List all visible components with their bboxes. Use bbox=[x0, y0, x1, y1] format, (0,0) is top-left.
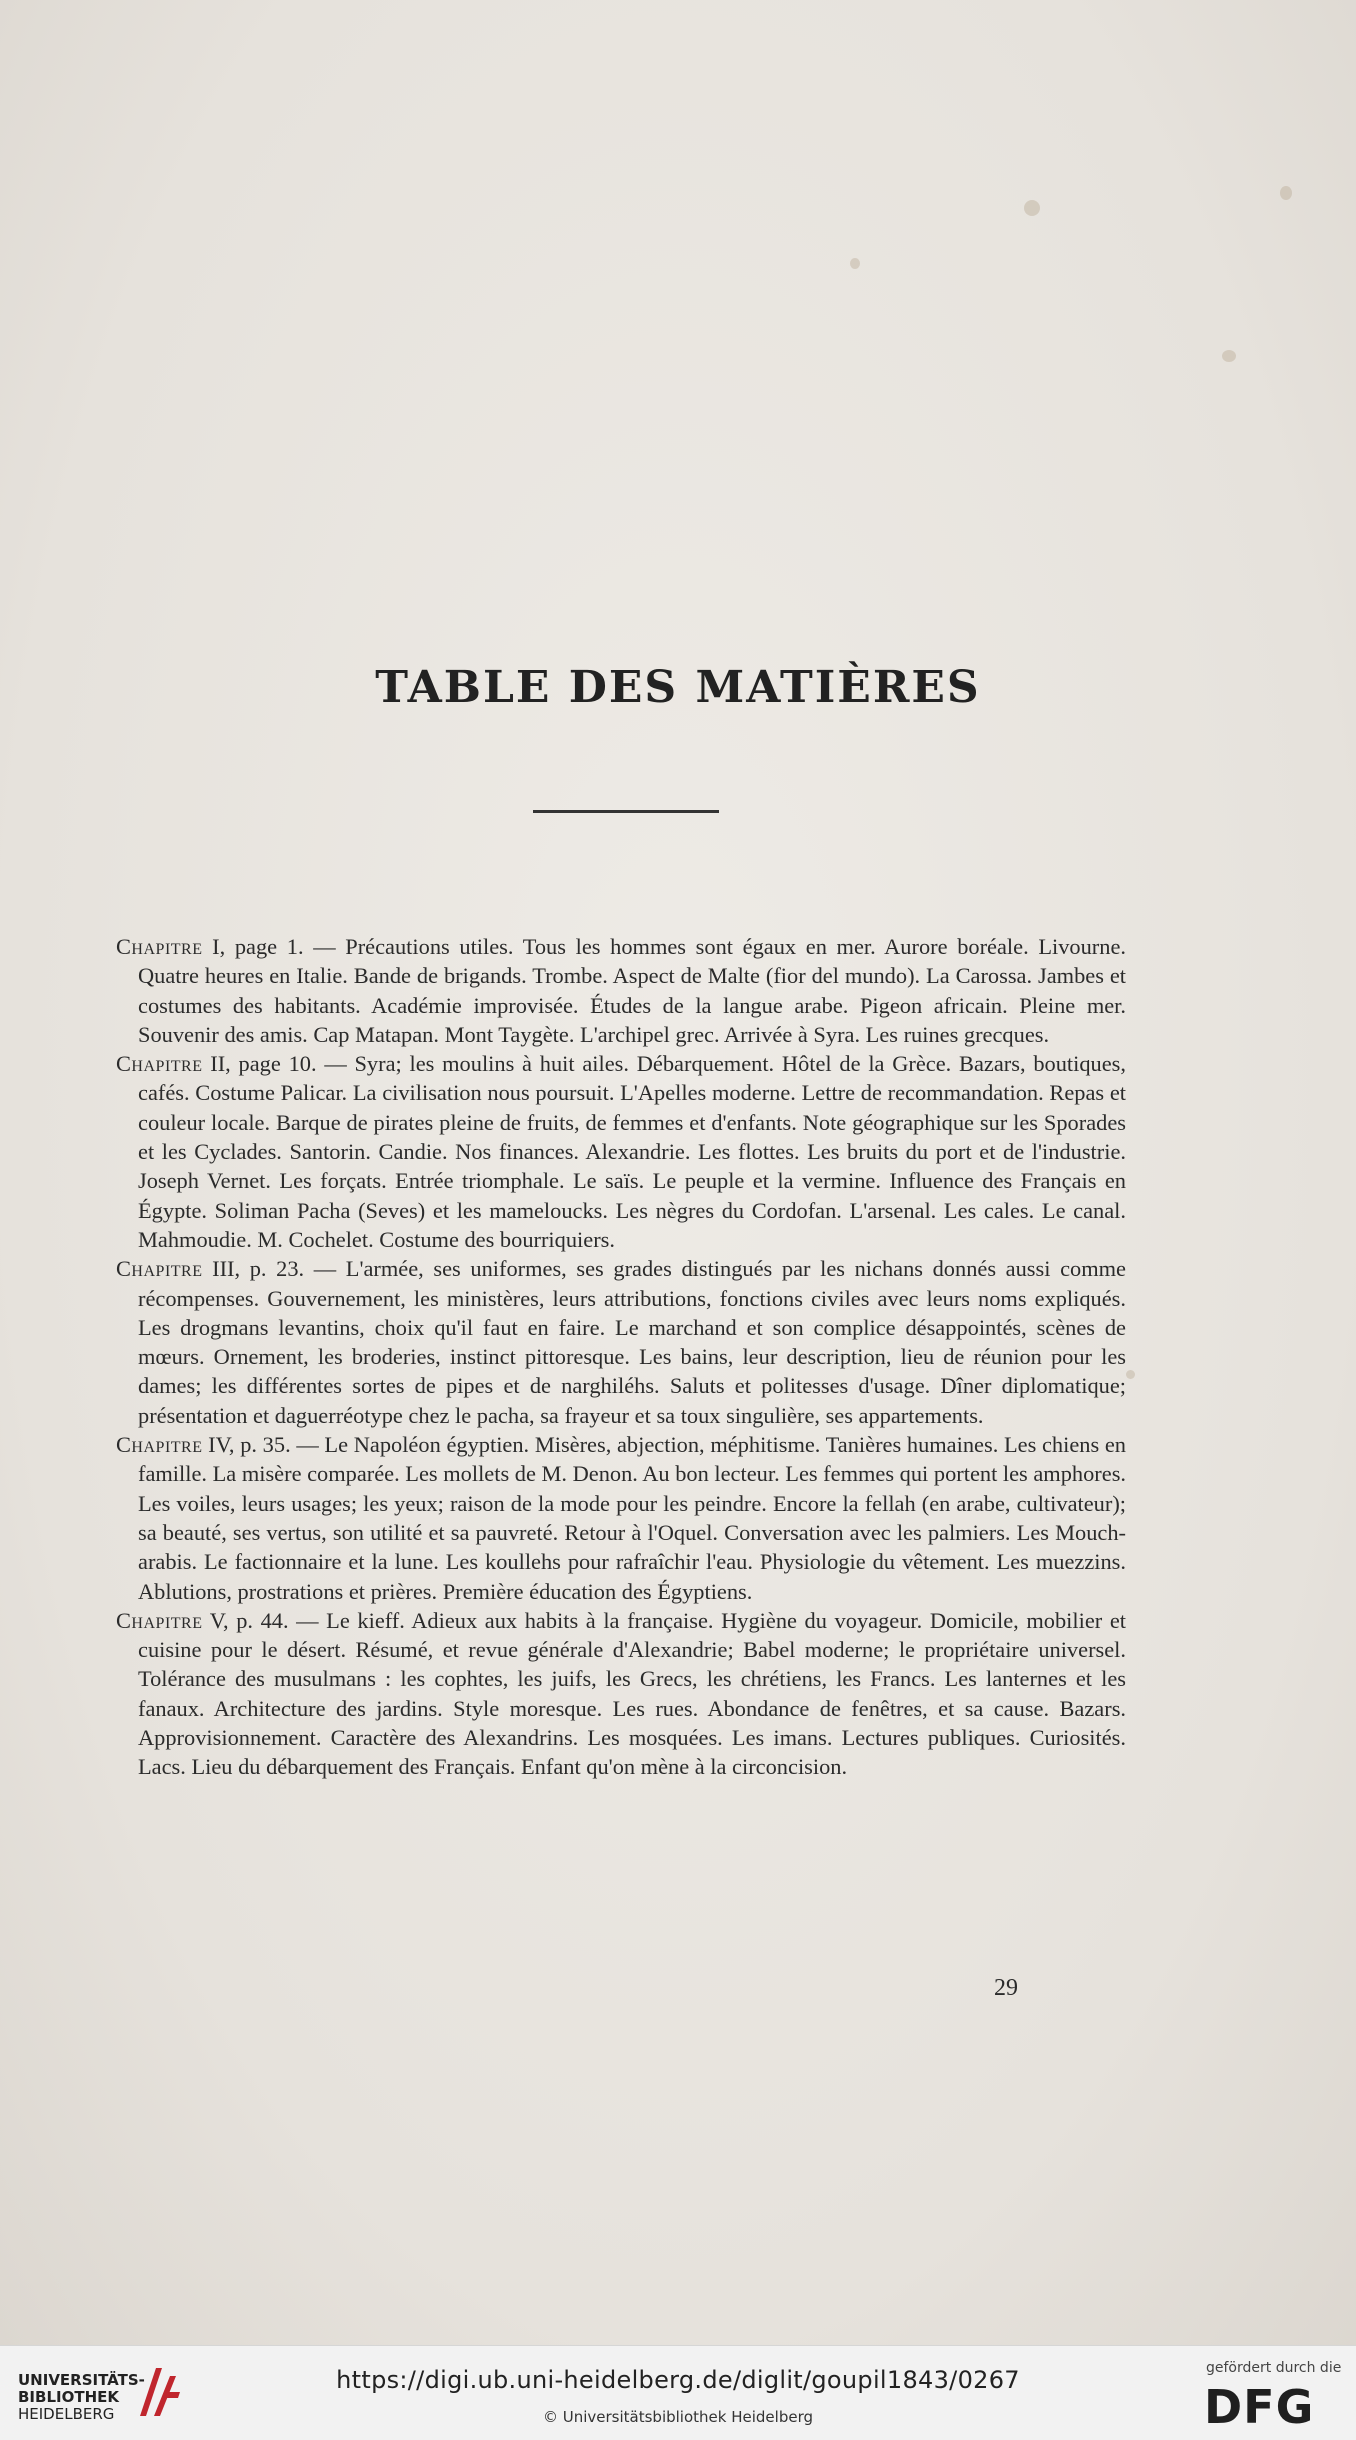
chapter-label: Chapitre bbox=[116, 1256, 203, 1282]
toc-entry-5 bbox=[116, 1606, 1126, 1782]
chapter-text: V, p. 44. — Le kieff. Adieux aux habits à la française. Hygiène du voyageur. Domicile, mobilier et cuisine pour le désert. Résumé, et revue générale d'Alexandrie; Babel moderne; le propriétaire universel. Tolérance des musulmans : les cophtes, les juifs, les Grecs, les chrétiens, les Francs. Les lanternes et les fanaux. Architecture des jardins. Style moresque. Les rues. Abondance de fenêtres, et sa cause. Bazars. Approvisionnement. Caractère des Alexandrins. Les mosquées. Les imans. Lectures publiques. Curiosités. Lacs. Lieu du débarquement des Français. Enfant qu'on mène à la circoncision. bbox=[138, 1607, 1126, 1780]
library-name-line3: HEIDELBERG bbox=[18, 2405, 115, 2423]
copyright-notice: © Universitätsbibliothek Heidelberg bbox=[542, 2408, 813, 2426]
chapter-text: III, p. 23. — L'armée, ses uniformes, ses grades distingués par les nichans donnés aussi comme récompenses. Gouvernement, les ministères, leurs attributions, fonctions civiles avec leurs noms expliqués. Les drogmans levantins, choix qu'il faut en faire. Le marchand et son complice désappointés, scènes de mœurs. Ornement, les broderies, instinct pittoresque. Les bains, leur description, lieu de réunion pour les dames; les différentes sortes de pipes et de narghiléhs. Saluts et politesses d'usage. Dîner diplomatique; présentation et daguerréotype chez le pacha, sa frayeur et sa toux singulière, ses appartements. bbox=[138, 1256, 1126, 1428]
paper-stain bbox=[850, 258, 860, 269]
chapter-label: Chapitre bbox=[116, 1051, 203, 1077]
toc-entry-3 bbox=[116, 1254, 1126, 1430]
chapter-text: I, page 1. — Précautions utiles. Tous les hommes sont égaux en mer. Aurore boréale. Livourne. Quatre heures en Italie. Bande de brigands. Trombe. Aspect de Malte (fior del mundo). La Carossa. Jambes et costumes des habitants. Académie improvisée. Études de la langue arabe. Pigeon africain. Pleine mer. Souvenir des amis. Cap Matapan. Mont Taygète. L'archipel grec. Arrivée à Syra. Les ruines grecques. bbox=[138, 934, 1126, 1047]
paper-stain bbox=[1126, 1370, 1135, 1379]
title-rule bbox=[533, 810, 719, 813]
chapter-label: Chapitre bbox=[116, 1432, 203, 1458]
library-name-line2: BIBLIOTHEK bbox=[18, 2388, 119, 2406]
page-number: 29 bbox=[994, 1975, 1018, 2001]
library-name-line1: UNIVERSITÄTS- bbox=[18, 2371, 145, 2389]
chapter-label: Chapitre bbox=[116, 1607, 203, 1633]
permalink-url[interactable]: https://digi.ub.uni-heidelberg.de/diglit/goupil1843/0267 bbox=[336, 2366, 1020, 2394]
dfg-logo[interactable]: DFG bbox=[1204, 2380, 1315, 2434]
chapter-text: IV, p. 35. — Le Napoléon égyptien. Misères, abjection, méphitisme. Tanières humaines. Les chiens en famille. La misère comparée. Les mollets de M. Denon. Au bon lecteur. Les femmes qui portent les amphores. Les voiles, leurs usages; les yeux; raison de la mode pour les peindre. Encore la fellah (en arabe, cultivateur); sa beauté, ses vertus, son utilité et sa pauvreté. Retour à l'Oquel. Conversation avec les palmiers. Les Mouch-arabis. Le factionnaire et la lune. Les koullehs pour rafraîchir l'eau. Physiologie du vêtement. Les muezzins. Ablutions, prostrations et prières. Première éducation des Égyptiens. bbox=[138, 1432, 1127, 1604]
toc-entry-1 bbox=[116, 932, 1126, 1049]
chapter-label: Chapitre bbox=[116, 934, 203, 959]
paper-stain bbox=[1024, 200, 1040, 216]
viewer-footer bbox=[0, 2345, 1356, 2440]
toc-entry-4 bbox=[116, 1430, 1126, 1606]
chapter-text: II, page 10. — Syra; les moulins à huit ailes. Débarquement. Hôtel de la Grèce. Bazars, boutiques, cafés. Costume Palicar. La civilisation nous poursuit. L'Apelles moderne. Lettre de recommandation. Repas et couleur locale. Barque de pirates pleine de fruits, de femmes et d'enfants. Note géographique sur les Sporades et les Cyclades. Santorin. Candie. Nos finances. Alexandrie. Les flottes. Les bruits du port et de l'industrie. Joseph Vernet. Les forçats. Entrée triomphale. Le saïs. Le peuple et la vermine. Influence des Français en Égypte. Soliman Pacha (Seves) et les mameloucks. Les nègres du Cordofan. L'arsenal. Les cales. Le canal. Mahmoudie. M. Cochelet. Costume des bourriquiers. bbox=[138, 1051, 1126, 1252]
table-of-contents bbox=[116, 932, 1126, 1782]
page-title: TABLE DES MATIÈRES bbox=[375, 662, 981, 713]
paper-stain bbox=[1222, 350, 1236, 362]
paper-stain bbox=[1280, 186, 1292, 200]
funding-caption: gefördert durch die bbox=[1206, 2360, 1342, 2376]
toc-entry-2 bbox=[116, 1049, 1126, 1254]
